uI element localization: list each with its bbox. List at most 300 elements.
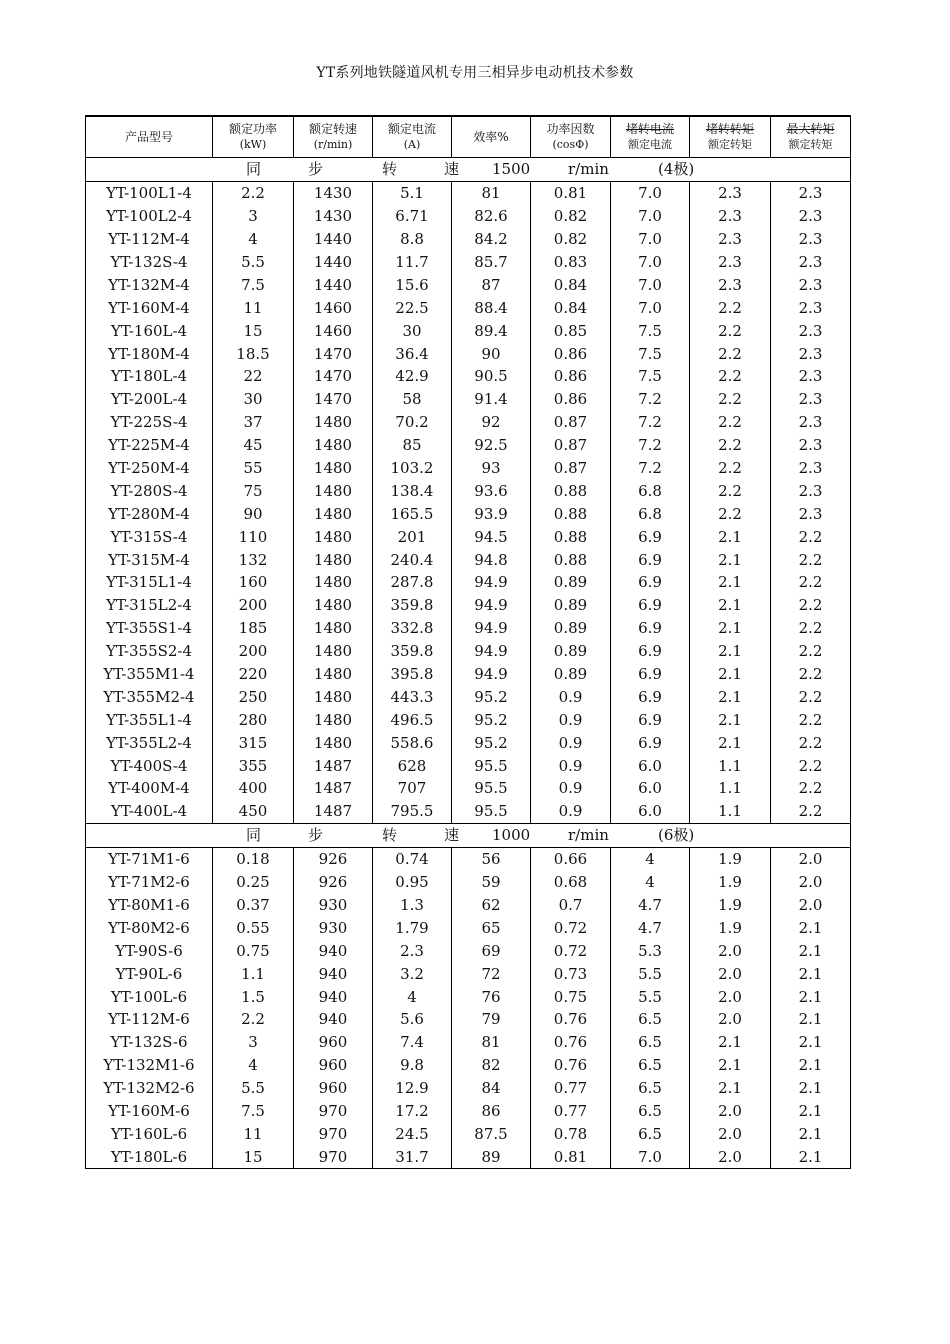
header-label: 最大转矩 [786, 122, 835, 136]
cell-power: 55 [213, 457, 294, 480]
cell-model: YT-180M-4 [86, 342, 213, 365]
section-label-part: 转 [382, 826, 398, 845]
cell-power: 2.2 [213, 1008, 294, 1031]
cell-power-factor: 0.89 [531, 640, 611, 663]
cell-efficiency: 95.5 [452, 777, 531, 800]
cell-max-torque-ratio: 2.3 [771, 273, 851, 296]
cell-model: YT-400S-4 [86, 754, 213, 777]
table-row [86, 1031, 851, 1054]
cell-power: 160 [213, 571, 294, 594]
cell-speed: 1460 [294, 319, 373, 342]
cell-locked-torque-ratio: 2.2 [690, 342, 771, 365]
cell-power: 400 [213, 777, 294, 800]
cell-power: 0.75 [213, 939, 294, 962]
cell-power: 5.5 [213, 251, 294, 274]
cell-max-torque-ratio: 2.3 [771, 479, 851, 502]
cell-locked-torque-ratio: 2.1 [690, 663, 771, 686]
cell-max-torque-ratio: 2.2 [771, 571, 851, 594]
cell-current: 8.8 [373, 228, 452, 251]
cell-power: 132 [213, 548, 294, 571]
cell-power: 15 [213, 319, 294, 342]
cell-power-factor: 0.77 [531, 1077, 611, 1100]
cell-model: YT-80M1-6 [86, 894, 213, 917]
cell-current: 6.71 [373, 205, 452, 228]
cell-efficiency: 89.4 [452, 319, 531, 342]
cell-current: 42.9 [373, 365, 452, 388]
section-label [86, 158, 851, 182]
cell-locked-torque-ratio: 2.1 [690, 548, 771, 571]
cell-power: 110 [213, 525, 294, 548]
header-label: 功率因数 [546, 122, 595, 136]
cell-model: YT-112M-6 [86, 1008, 213, 1031]
table-row [86, 434, 851, 457]
cell-model: YT-225M-4 [86, 434, 213, 457]
cell-model: YT-355S2-4 [86, 640, 213, 663]
cell-locked-torque-ratio: 2.2 [690, 434, 771, 457]
cell-max-torque-ratio: 2.3 [771, 228, 851, 251]
cell-power: 75 [213, 479, 294, 502]
table-row [86, 319, 851, 342]
cell-power: 1.1 [213, 962, 294, 985]
cell-current: 332.8 [373, 617, 452, 640]
header-label: 效率% [473, 129, 509, 144]
cell-power: 22 [213, 365, 294, 388]
cell-max-torque-ratio: 2.2 [771, 525, 851, 548]
cell-speed: 1470 [294, 342, 373, 365]
table-row [86, 985, 851, 1008]
cell-efficiency: 94.9 [452, 640, 531, 663]
cell-speed: 1480 [294, 663, 373, 686]
cell-model: YT-90S-6 [86, 939, 213, 962]
cell-efficiency: 92.5 [452, 434, 531, 457]
cell-locked-current-ratio: 6.8 [611, 479, 690, 502]
cell-efficiency: 84 [452, 1077, 531, 1100]
table-row [86, 479, 851, 502]
cell-current: 17.2 [373, 1100, 452, 1123]
table-row [86, 708, 851, 731]
table-row [86, 251, 851, 274]
cell-efficiency: 79 [452, 1008, 531, 1031]
cell-speed: 940 [294, 939, 373, 962]
cell-efficiency: 90 [452, 342, 531, 365]
cell-current: 0.95 [373, 871, 452, 894]
section-label-part: 步 [308, 826, 324, 845]
cell-locked-current-ratio: 7.2 [611, 457, 690, 480]
cell-model: YT-280M-4 [86, 502, 213, 525]
cell-locked-current-ratio: 5.5 [611, 985, 690, 1008]
cell-current: 443.3 [373, 685, 452, 708]
cell-locked-torque-ratio: 1.1 [690, 777, 771, 800]
cell-efficiency: 72 [452, 962, 531, 985]
cell-efficiency: 91.4 [452, 388, 531, 411]
cell-speed: 1470 [294, 365, 373, 388]
cell-locked-torque-ratio: 2.3 [690, 205, 771, 228]
cell-locked-torque-ratio: 1.9 [690, 894, 771, 917]
cell-speed: 1440 [294, 228, 373, 251]
header-current [373, 116, 452, 158]
table-row [86, 502, 851, 525]
cell-max-torque-ratio: 2.2 [771, 777, 851, 800]
table-row [86, 1145, 851, 1168]
header-unit: (kW) [239, 138, 267, 151]
cell-locked-current-ratio: 7.0 [611, 251, 690, 274]
cell-power: 4 [213, 228, 294, 251]
cell-locked-torque-ratio: 2.2 [690, 479, 771, 502]
cell-max-torque-ratio: 2.3 [771, 342, 851, 365]
cell-locked-current-ratio: 7.0 [611, 273, 690, 296]
cell-locked-torque-ratio: 1.9 [690, 847, 771, 870]
cell-speed: 970 [294, 1145, 373, 1168]
table-row [86, 594, 851, 617]
cell-current: 1.3 [373, 894, 452, 917]
header-row [86, 116, 851, 158]
cell-current: 12.9 [373, 1077, 452, 1100]
cell-efficiency: 94.9 [452, 571, 531, 594]
cell-efficiency: 93.9 [452, 502, 531, 525]
cell-current: 85 [373, 434, 452, 457]
cell-max-torque-ratio: 2.1 [771, 985, 851, 1008]
cell-speed: 1480 [294, 731, 373, 754]
table-row [86, 847, 851, 870]
cell-max-torque-ratio: 2.3 [771, 181, 851, 204]
cell-model: YT-315L2-4 [86, 594, 213, 617]
cell-model: YT-160L-4 [86, 319, 213, 342]
cell-power: 30 [213, 388, 294, 411]
cell-model: YT-180L-4 [86, 365, 213, 388]
cell-locked-torque-ratio: 2.2 [690, 411, 771, 434]
section-label-part: 同 [246, 826, 262, 845]
cell-max-torque-ratio: 2.2 [771, 685, 851, 708]
cell-max-torque-ratio: 2.2 [771, 594, 851, 617]
cell-efficiency: 62 [452, 894, 531, 917]
cell-model: YT-200L-4 [86, 388, 213, 411]
cell-efficiency: 81 [452, 1031, 531, 1054]
cell-locked-torque-ratio: 2.1 [690, 1031, 771, 1054]
section-label-part: 1500 [492, 160, 531, 179]
cell-locked-torque-ratio: 2.0 [690, 1145, 771, 1168]
cell-locked-torque-ratio: 2.2 [690, 457, 771, 480]
section-label-part: 转 [382, 160, 398, 179]
cell-efficiency: 65 [452, 916, 531, 939]
cell-current: 7.4 [373, 1031, 452, 1054]
cell-locked-current-ratio: 6.9 [611, 571, 690, 594]
cell-locked-current-ratio: 7.0 [611, 228, 690, 251]
cell-power-factor: 0.68 [531, 871, 611, 894]
table-row [86, 365, 851, 388]
cell-max-torque-ratio: 2.2 [771, 800, 851, 823]
cell-max-torque-ratio: 2.2 [771, 663, 851, 686]
cell-max-torque-ratio: 2.1 [771, 1054, 851, 1077]
cell-locked-current-ratio: 5.5 [611, 962, 690, 985]
header-label: 额定转速 [308, 122, 357, 136]
cell-current: 58 [373, 388, 452, 411]
table-row [86, 894, 851, 917]
section-label-part: (4极) [658, 160, 695, 179]
cell-current: 31.7 [373, 1145, 452, 1168]
cell-locked-torque-ratio: 1.9 [690, 871, 771, 894]
cell-locked-current-ratio: 6.9 [611, 594, 690, 617]
cell-max-torque-ratio: 2.0 [771, 847, 851, 870]
cell-locked-current-ratio: 6.5 [611, 1008, 690, 1031]
cell-power: 185 [213, 617, 294, 640]
cell-max-torque-ratio: 2.3 [771, 205, 851, 228]
cell-power-factor: 0.9 [531, 708, 611, 731]
cell-max-torque-ratio: 2.1 [771, 1077, 851, 1100]
cell-locked-current-ratio: 7.2 [611, 434, 690, 457]
section-label-part: 速 [444, 160, 460, 179]
cell-locked-current-ratio: 6.9 [611, 617, 690, 640]
cell-power-factor: 0.87 [531, 411, 611, 434]
cell-model: YT-355S1-4 [86, 617, 213, 640]
cell-max-torque-ratio: 2.3 [771, 365, 851, 388]
cell-current: 2.3 [373, 939, 452, 962]
cell-locked-current-ratio: 7.2 [611, 388, 690, 411]
cell-efficiency: 90.5 [452, 365, 531, 388]
cell-efficiency: 94.9 [452, 594, 531, 617]
table-row [86, 525, 851, 548]
table-row [86, 1100, 851, 1123]
section-label-part: (6极) [658, 826, 695, 845]
cell-power: 11 [213, 296, 294, 319]
table-row [86, 871, 851, 894]
table-row [86, 617, 851, 640]
section-label-part: 步 [308, 160, 324, 179]
cell-locked-current-ratio: 7.0 [611, 1145, 690, 1168]
table-row [86, 939, 851, 962]
cell-model: YT-132S-4 [86, 251, 213, 274]
cell-model: YT-132M1-6 [86, 1054, 213, 1077]
cell-max-torque-ratio: 2.2 [771, 617, 851, 640]
cell-locked-torque-ratio: 2.1 [690, 1077, 771, 1100]
table-row [86, 342, 851, 365]
cell-efficiency: 89 [452, 1145, 531, 1168]
cell-max-torque-ratio: 2.3 [771, 388, 851, 411]
cell-current: 240.4 [373, 548, 452, 571]
cell-max-torque-ratio: 2.1 [771, 1122, 851, 1145]
cell-locked-torque-ratio: 2.0 [690, 1100, 771, 1123]
cell-efficiency: 59 [452, 871, 531, 894]
spec-table-body [86, 116, 851, 1169]
cell-max-torque-ratio: 2.3 [771, 251, 851, 274]
cell-efficiency: 87.5 [452, 1122, 531, 1145]
cell-model: YT-80M2-6 [86, 916, 213, 939]
cell-efficiency: 94.9 [452, 617, 531, 640]
cell-locked-torque-ratio: 2.2 [690, 388, 771, 411]
cell-power-factor: 0.7 [531, 894, 611, 917]
cell-efficiency: 56 [452, 847, 531, 870]
section-label-part: 1000 [492, 826, 531, 845]
cell-model: YT-280S-4 [86, 479, 213, 502]
cell-current: 30 [373, 319, 452, 342]
header-label: 产品型号 [124, 129, 173, 144]
cell-power-factor: 0.82 [531, 205, 611, 228]
cell-current: 5.6 [373, 1008, 452, 1031]
cell-model: YT-160M-6 [86, 1100, 213, 1123]
cell-power-factor: 0.88 [531, 525, 611, 548]
cell-power: 1.5 [213, 985, 294, 1008]
table-row [86, 1077, 851, 1100]
cell-current: 15.6 [373, 273, 452, 296]
cell-model: YT-355M2-4 [86, 685, 213, 708]
table-row [86, 777, 851, 800]
cell-efficiency: 92 [452, 411, 531, 434]
cell-max-torque-ratio: 2.2 [771, 640, 851, 663]
cell-efficiency: 95.5 [452, 800, 531, 823]
cell-locked-torque-ratio: 2.3 [690, 251, 771, 274]
cell-speed: 1430 [294, 181, 373, 204]
cell-locked-current-ratio: 6.9 [611, 663, 690, 686]
cell-power: 37 [213, 411, 294, 434]
header-unit: 额定电流 [628, 138, 672, 151]
cell-locked-current-ratio: 6.0 [611, 777, 690, 800]
section-label-part: 速 [444, 826, 460, 845]
header-model [86, 116, 213, 158]
cell-speed: 1480 [294, 434, 373, 457]
cell-power: 315 [213, 731, 294, 754]
cell-model: YT-225S-4 [86, 411, 213, 434]
cell-locked-current-ratio: 6.5 [611, 1031, 690, 1054]
cell-max-torque-ratio: 2.1 [771, 1145, 851, 1168]
cell-efficiency: 94.8 [452, 548, 531, 571]
table-row [86, 296, 851, 319]
cell-power-factor: 0.89 [531, 663, 611, 686]
cell-model: YT-315L1-4 [86, 571, 213, 594]
cell-power-factor: 0.66 [531, 847, 611, 870]
cell-speed: 1480 [294, 502, 373, 525]
cell-model: YT-100L2-4 [86, 205, 213, 228]
cell-power: 5.5 [213, 1077, 294, 1100]
cell-model: YT-250M-4 [86, 457, 213, 480]
cell-power-factor: 0.72 [531, 916, 611, 939]
cell-locked-current-ratio: 6.9 [611, 640, 690, 663]
cell-power-factor: 0.84 [531, 273, 611, 296]
header-unit: (r/min) [313, 138, 353, 151]
cell-model: YT-355L2-4 [86, 731, 213, 754]
cell-locked-current-ratio: 4 [611, 871, 690, 894]
cell-power: 0.25 [213, 871, 294, 894]
cell-power-factor: 0.78 [531, 1122, 611, 1145]
cell-efficiency: 93 [452, 457, 531, 480]
cell-power: 450 [213, 800, 294, 823]
cell-speed: 926 [294, 847, 373, 870]
cell-locked-torque-ratio: 2.1 [690, 1054, 771, 1077]
cell-current: 287.8 [373, 571, 452, 594]
cell-speed: 1480 [294, 640, 373, 663]
cell-speed: 960 [294, 1077, 373, 1100]
cell-locked-torque-ratio: 2.0 [690, 962, 771, 985]
cell-power-factor: 0.89 [531, 594, 611, 617]
table-row [86, 1008, 851, 1031]
section-label-part: r/min [568, 826, 609, 845]
cell-locked-torque-ratio: 2.0 [690, 1122, 771, 1145]
cell-efficiency: 95.2 [452, 685, 531, 708]
cell-efficiency: 87 [452, 273, 531, 296]
cell-current: 1.79 [373, 916, 452, 939]
cell-speed: 1470 [294, 388, 373, 411]
header-power [213, 116, 294, 158]
cell-locked-torque-ratio: 2.0 [690, 939, 771, 962]
cell-locked-torque-ratio: 2.2 [690, 296, 771, 319]
cell-efficiency: 82 [452, 1054, 531, 1077]
cell-locked-current-ratio: 6.9 [611, 525, 690, 548]
table-row [86, 962, 851, 985]
cell-model: YT-355M1-4 [86, 663, 213, 686]
cell-power: 2.2 [213, 181, 294, 204]
cell-current: 3.2 [373, 962, 452, 985]
cell-efficiency: 84.2 [452, 228, 531, 251]
cell-power-factor: 0.9 [531, 800, 611, 823]
cell-power-factor: 0.76 [531, 1031, 611, 1054]
cell-power: 18.5 [213, 342, 294, 365]
cell-current: 0.74 [373, 847, 452, 870]
cell-model: YT-180L-6 [86, 1145, 213, 1168]
cell-power: 200 [213, 594, 294, 617]
header-speed [294, 116, 373, 158]
cell-power-factor: 0.77 [531, 1100, 611, 1123]
cell-power-factor: 0.89 [531, 617, 611, 640]
cell-efficiency: 94.5 [452, 525, 531, 548]
cell-locked-current-ratio: 7.0 [611, 181, 690, 204]
cell-speed: 1480 [294, 525, 373, 548]
cell-locked-current-ratio: 7.0 [611, 205, 690, 228]
header-max-torque-ratio [771, 116, 851, 158]
header-unit: (A) [403, 138, 421, 151]
cell-current: 70.2 [373, 411, 452, 434]
cell-speed: 1480 [294, 617, 373, 640]
table-row [86, 571, 851, 594]
cell-power: 0.37 [213, 894, 294, 917]
cell-model: YT-400L-4 [86, 800, 213, 823]
table-row [86, 457, 851, 480]
cell-power-factor: 0.9 [531, 777, 611, 800]
cell-speed: 1480 [294, 708, 373, 731]
cell-speed: 970 [294, 1122, 373, 1145]
header-label: 额定功率 [228, 122, 277, 136]
header-unit: (cosΦ) [552, 138, 589, 151]
cell-model: YT-71M2-6 [86, 871, 213, 894]
cell-locked-current-ratio: 4 [611, 847, 690, 870]
cell-current: 24.5 [373, 1122, 452, 1145]
cell-speed: 1487 [294, 800, 373, 823]
cell-power-factor: 0.88 [531, 502, 611, 525]
cell-model: YT-315M-4 [86, 548, 213, 571]
cell-model: YT-132M2-6 [86, 1077, 213, 1100]
section-label-part: 同 [246, 160, 262, 179]
cell-locked-current-ratio: 6.5 [611, 1054, 690, 1077]
spec-table [85, 115, 851, 1169]
cell-current: 795.5 [373, 800, 452, 823]
section-header-row [86, 823, 851, 847]
cell-speed: 1480 [294, 411, 373, 434]
cell-model: YT-132S-6 [86, 1031, 213, 1054]
cell-speed: 1487 [294, 777, 373, 800]
cell-max-torque-ratio: 2.3 [771, 457, 851, 480]
cell-speed: 1480 [294, 548, 373, 571]
section-label-part: r/min [568, 160, 609, 179]
cell-speed: 960 [294, 1054, 373, 1077]
cell-max-torque-ratio: 2.1 [771, 1100, 851, 1123]
cell-speed: 1480 [294, 457, 373, 480]
cell-max-torque-ratio: 2.1 [771, 939, 851, 962]
cell-locked-current-ratio: 6.5 [611, 1077, 690, 1100]
cell-current: 395.8 [373, 663, 452, 686]
cell-locked-current-ratio: 7.2 [611, 411, 690, 434]
table-row [86, 663, 851, 686]
cell-locked-torque-ratio: 2.1 [690, 571, 771, 594]
header-unit: 额定转矩 [708, 138, 752, 151]
table-row [86, 640, 851, 663]
cell-efficiency: 88.4 [452, 296, 531, 319]
